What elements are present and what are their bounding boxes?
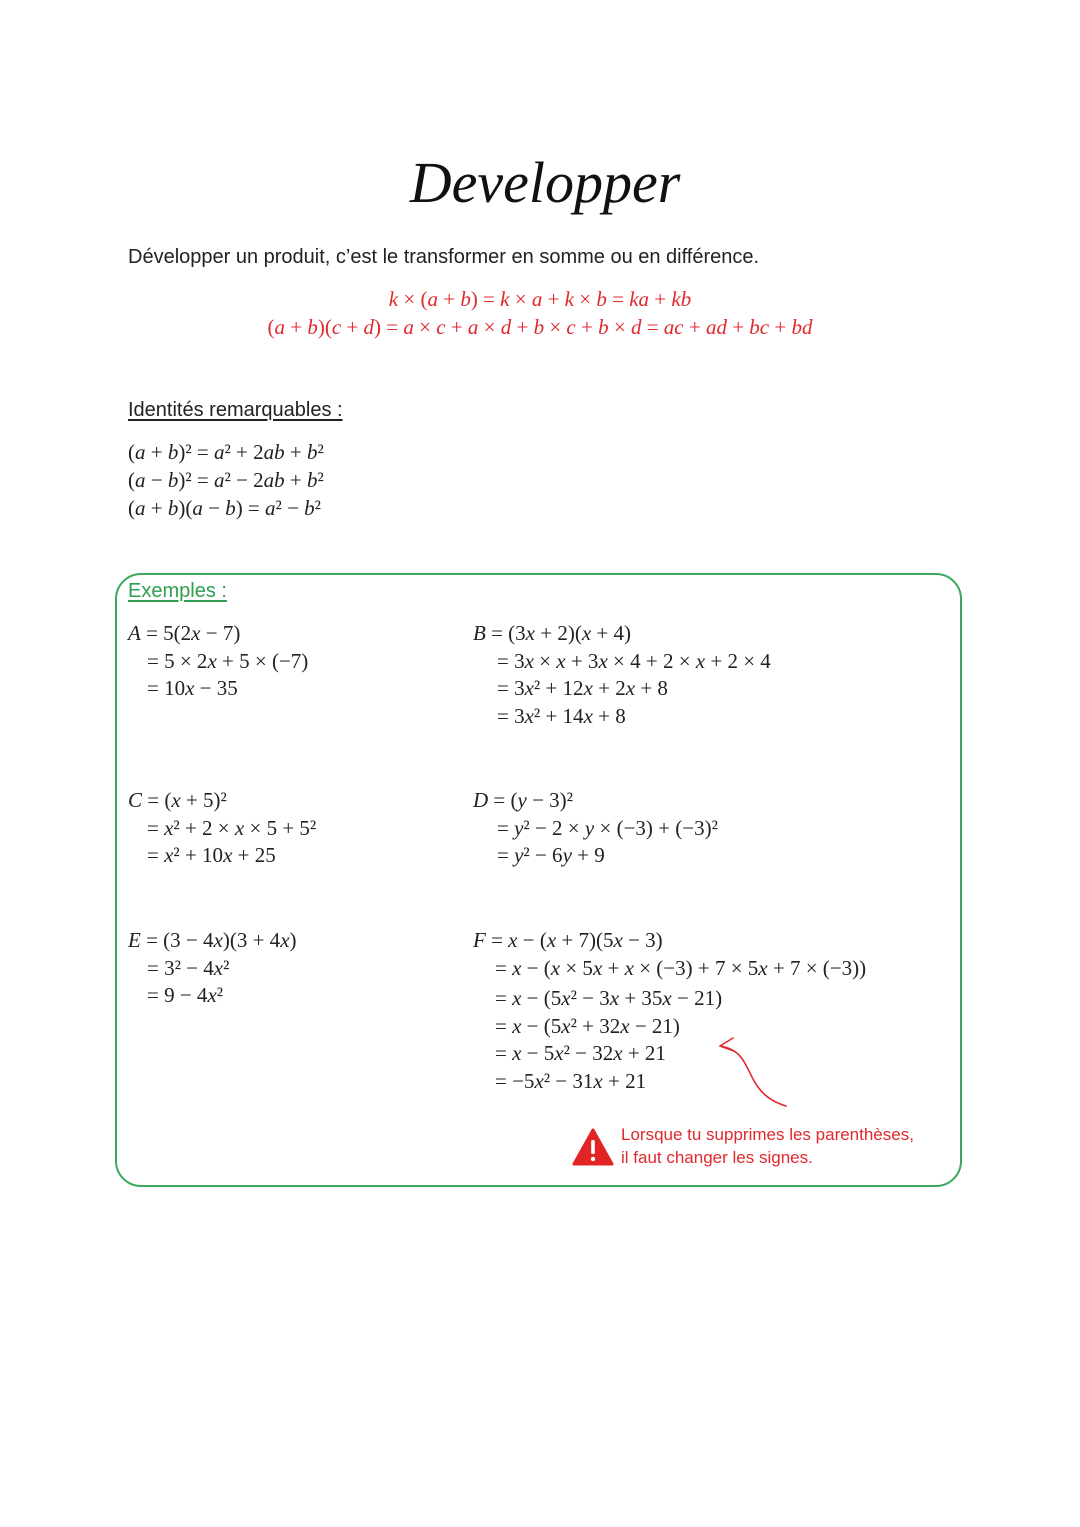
example-f-line: = x − (5x² − 3x + 35x − 21) <box>495 986 723 1010</box>
example-a-line: = 5 × 2x + 5 × (−7) <box>147 649 309 673</box>
example-a-line: A = 5(2x − 7) <box>128 621 241 645</box>
identity-line: (a − b)² = a² − 2ab + b² <box>128 468 324 492</box>
example-a-line: = 10x − 35 <box>147 676 238 700</box>
example-b-line: = 3x² + 12x + 2x + 8 <box>497 676 668 700</box>
identity-line: (a + b)(a − b) = a² − b² <box>128 496 321 520</box>
example-f-line: = x − 5x² − 32x + 21 <box>495 1041 666 1065</box>
intro-text: Développer un produit, c’est le transformer en somme ou en différence. <box>128 246 760 268</box>
example-f-line: = x − (5x² + 32x − 21) <box>495 1014 680 1038</box>
warning-icon <box>572 1127 614 1167</box>
example-d-line: = y² − 2 × y × (−3) + (−3)² <box>497 816 718 840</box>
warning-text: il faut changer les signes. <box>621 1148 813 1167</box>
rule-formula-double: (a + b)(c + d) = a × c + a × d + b × c + b × d = ac + ad + bc + bd <box>267 315 813 339</box>
example-d-line: D = (y − 3)² <box>473 788 573 812</box>
example-e-line: = 9 − 4x² <box>147 983 224 1007</box>
example-b-line: B = (3x + 2)(x + 4) <box>473 621 632 645</box>
examples-heading: Exemples : <box>128 580 227 602</box>
page-title: Developper <box>409 150 681 215</box>
rule-formula-simple: k × (a + b) = k × a + k × b = ka + kb <box>388 287 692 311</box>
example-e-line: E = (3 − 4x)(3 + 4x) <box>128 928 297 952</box>
examples-box <box>115 573 962 1187</box>
example-c-line: = x² + 2 × x × 5 + 5² <box>147 816 317 840</box>
curved-arrow-icon <box>700 1030 800 1115</box>
example-d-line: = y² − 6y + 9 <box>497 843 605 867</box>
example-b-line: = 3x × x + 3x × 4 + 2 × x + 2 × 4 <box>497 649 771 673</box>
example-f-line: F = x − (x + 7)(5x − 3) <box>473 928 663 952</box>
identities-heading: Identités remarquables : <box>128 399 343 421</box>
example-c-line: C = (x + 5)² <box>128 788 227 812</box>
identity-line: (a + b)² = a² + 2ab + b² <box>128 440 324 464</box>
example-e-line: = 3² − 4x² <box>147 956 230 980</box>
example-f-line: = −5x² − 31x + 21 <box>495 1069 647 1093</box>
example-c-line: = x² + 10x + 25 <box>147 843 276 867</box>
example-f-line: = x − (x × 5x + x × (−3) + 7 × 5x + 7 × (−3)) <box>495 956 867 980</box>
warning-text: Lorsque tu supprimes les parenthèses, <box>621 1125 914 1144</box>
example-b-line: = 3x² + 14x + 8 <box>497 704 626 728</box>
